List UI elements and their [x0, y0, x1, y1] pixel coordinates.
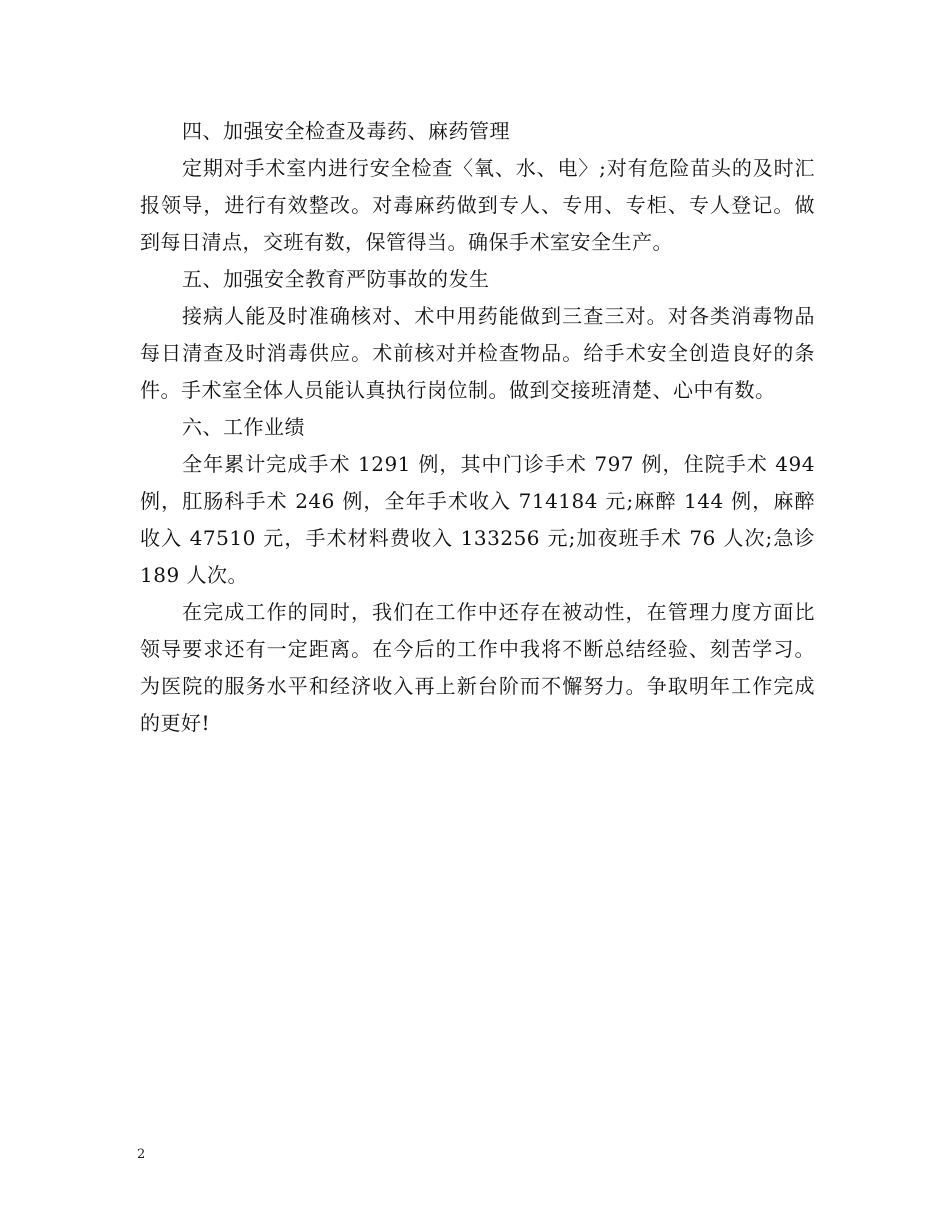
- section-body-work-performance: 全年累计完成手术 1291 例，其中门诊手术 797 例，住院手术 494 例，肛肠科手术 246 例，全年手术收入 714184 元;麻醉 144 例，麻醉收入 47510 元，手术材料费收入 133256 元;加夜班手术 76 人次;急诊 189 人次。: [140, 452, 815, 587]
- page-number: 2: [137, 1147, 146, 1162]
- section-body-safety-education: 接病人能及时准确核对、术中用药能做到三查三对。对各类消毒物品每日清查及时消毒供应。术前核对并检查物品。给手术安全创造良好的条件。手术室全体人员能认真执行岗位制。做到交接班清楚、心中有数。: [140, 304, 815, 402]
- section-heading-safety-inspection: 四、加强安全检查及毒药、麻药管理: [182, 119, 510, 143]
- document-body: [140, 113, 815, 742]
- closing-paragraph: 在完成工作的同时，我们在工作中还存在被动性，在管理力度方面比领导要求还有一定距离。在今后的工作中我将不断总结经验、刻苦学习。为医院的服务水平和经济收入再上新台阶而不懈努力。争取明年工作完成的更好!: [140, 600, 815, 735]
- section-body-safety-inspection: 定期对手术室内进行安全检查〈氧、水、电〉;对有危险苗头的及时汇报领导，进行有效整改。对毒麻药做到专人、专用、专柜、专人登记。做到每日清点，交班有数，保管得当。确保手术室安全生产。: [140, 156, 815, 254]
- section-heading-work-performance: 六、工作业绩: [182, 415, 305, 439]
- section-heading-safety-education: 五、加强安全教育严防事故的发生: [182, 267, 490, 291]
